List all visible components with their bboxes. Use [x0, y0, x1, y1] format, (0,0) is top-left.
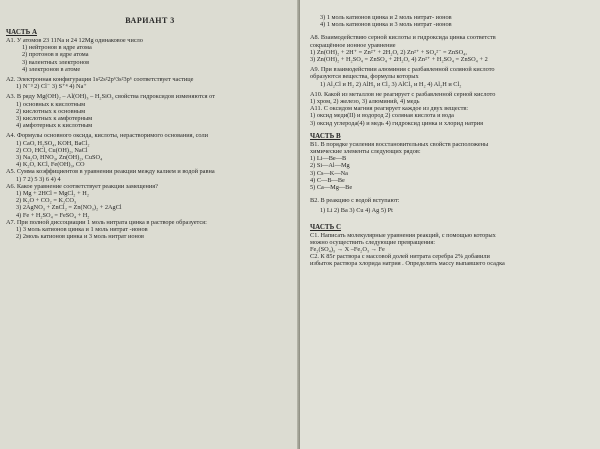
answer-option: 5) Ca—Mg—Be [310, 184, 353, 192]
question-text-cont: избыток раствора хлорида натрия . Определить массу выпавшего осадка [310, 260, 505, 268]
answer-option: 3) кислотных к амфотерным [16, 115, 93, 123]
answer-option: 1) Mg + 2HCl = MgCl₂ + H₂ [16, 190, 89, 198]
answer-option: 1) N⁻³ 2) Cl⁻ 3) S⁺⁴ 4) Na⁺ [16, 83, 87, 91]
question-a11 [310, 105, 600, 127]
question-text: А9. При взаимодействии алюминия с разбавленной соляной кислото [310, 66, 495, 74]
question-text-cont: можно осуществить следующие превращения: [310, 238, 436, 246]
question-a4 [6, 132, 294, 168]
section-c-heading: ЧАСТЬ С [310, 222, 342, 231]
question-a2 [6, 76, 294, 90]
answer-option: 3) 1 моль катионов цинка и 2 моль нитрат- ионов [320, 14, 452, 21]
question-text-cont: сокращённое ионное уравнение [310, 41, 396, 49]
answer-option: 1) Al₂Cl и H₂ 2) AlH₃ и Cl₂ 3) AlCl₃ и H₂ 4) Al₂H и Cl₂ [320, 80, 462, 88]
answer-option: 2) CO, HCl, Cu(OH)₂, NaCl [16, 146, 88, 154]
question-b2 [310, 197, 600, 214]
question-text: А7. При полной диссоциации 1 моль нитрата цинка в растворе образуется: [6, 218, 207, 226]
question-text: А4. Формулы основного оксида, кислоты, нерастворимого основания, соли [6, 132, 209, 140]
answer-option: 1) Li—Be—B [310, 155, 347, 163]
question-text: А6. Какое уравнение соответствует реакции замещения? [6, 182, 158, 190]
answer-option: 1) CaO, H₂SO₄, KOH, BaCl₂ [16, 139, 90, 147]
answer-option: 3) 2AgNO₃ + ZnCl₂ = Zn(NO₃)₂ + 2AgCl [16, 204, 122, 212]
question-b1 [310, 141, 600, 191]
question-text: А2. Электронная конфигурация 1s²2s²2p⁶3s²3p⁶ соответствует частице [6, 76, 194, 84]
answer-option: 3) Na₂O, HNO₃, Zn(OH)₂, CuSO₄ [16, 154, 103, 162]
question-text: А1. У атомов 23 11Na и 24 12Mg одинаковое число [6, 37, 143, 44]
answer-option: 3) Cs—K—Na [310, 169, 348, 177]
question-a9 [310, 66, 600, 88]
question-c1 [310, 232, 600, 254]
variant-title: ВАРИАНТ 3 [125, 16, 175, 25]
answer-option: 2) кислотных к основным [16, 107, 86, 115]
answer-option: 1) 7 2) 5 3) 6 4) 4 [16, 175, 61, 183]
answer-option: 2) 2моль катионов цинка и 3 моль нитрат ионов [16, 233, 144, 241]
answer-option: 4) 1 моль катионов цинка и 3 моль нитрат -ионов [320, 21, 452, 29]
answer-option: 1) основных к кислотным [16, 100, 86, 108]
answer-option: 4) C—B—Be [310, 176, 345, 184]
answer-option: 1) 3 моль катионов цинка и 1 моль нитрат -ионов [16, 226, 148, 234]
answer-option: 1) Zn(OH)₂ + 2H⁺ = Zn²⁺ + 2H₂O, 2) Zn²⁺ + SO₄²⁻ = ZnSO₄, [310, 48, 467, 56]
answer-option: 4) K₂O, KCl, Fe(OH)₃, CO [16, 161, 85, 169]
answer-option: 1) хром, 2) железо, 3) алюминий, 4) медь [310, 98, 420, 106]
question-text: А3. В ряду Mg(OH)₂ – Al(OH)₃ – H₂SiO₃ свойства гидроксидов изменяются от [6, 93, 215, 101]
answer-option: 4) электронов в атоме [22, 65, 81, 73]
transformation-chain: Fe₂(SO₄)₃ → X –Fe₂O₃ → Fe [310, 246, 385, 254]
question-text: В1. В порядке усиления восстановительных свойств расположены [310, 140, 489, 148]
question-text: А11. С оксидом магния реагирует каждое из двух веществ: [310, 105, 469, 113]
section-a-heading: ЧАСТЬ А [6, 28, 38, 36]
answer-option: 4) Fe + H₂SO₄ = FeSO₄ + H₂ [16, 211, 90, 219]
section-b-heading: ЧАСТЬ В [310, 131, 341, 140]
question-a5 [6, 168, 294, 182]
answer-option: 4) амфотерных к кислотным [16, 122, 93, 130]
question-text-cont: химические элементы следующих рядов: [310, 148, 421, 156]
answer-option: 1) оксид меди(II) и водород 2) соляная кислота и вода [310, 112, 454, 120]
answer-option: 3) Zn(OH)₂ + H₂SO₄ = ZnSO₄ + 2H₂O, 4) Zn²⁺ + H₂SO₄ = ZnSO₄ + 2 [310, 56, 488, 64]
answer-option: 3) оксид углерода(4) и медь 4) гидроксид цинка и хлорид натрия [310, 119, 483, 127]
answer-option: 2) K₂O + CO₂ = K₂CO₃ [16, 197, 77, 205]
answer-option: 3) валентных электронов [22, 58, 90, 66]
question-text-cont: образуются вещества, формулы которых [310, 73, 419, 81]
question-text: В2. В реакцию с водой вступают: [310, 197, 400, 205]
question-text: А10. Какой из металлов не реагирует с разбавленной серной кислото [310, 90, 496, 98]
question-a3 [6, 93, 294, 129]
question-a1 [6, 37, 294, 73]
question-a6 [6, 183, 294, 219]
question-text: С2. К 85г раствора с массовой долей нитрата серебра 2% добавили [310, 253, 490, 261]
answer-option: 2) протонов в ядре атома [22, 51, 89, 59]
question-text: А8. Взаимодействию серной кислоты и гидроксида цинка соответств [310, 34, 496, 42]
question-a7 [6, 219, 294, 241]
question-a10 [310, 91, 600, 105]
answer-option: 2) Si—Al—Mg [310, 162, 350, 170]
question-text: А5. Сумма коэффициентов в уравнении реакции между калием и водой равна [6, 168, 215, 176]
question-text: С1. Написать молекулярные уравнения реакций, с помощью которых [310, 231, 496, 239]
right-page [300, 0, 600, 449]
answer-option: 1) нейтронов в ядре атома [22, 44, 92, 52]
question-a8 [310, 34, 600, 63]
answer-option: 1) Li 2) Ba 3) Cu 4) Ag 5) Pt [320, 207, 393, 215]
question-c2 [310, 253, 600, 267]
